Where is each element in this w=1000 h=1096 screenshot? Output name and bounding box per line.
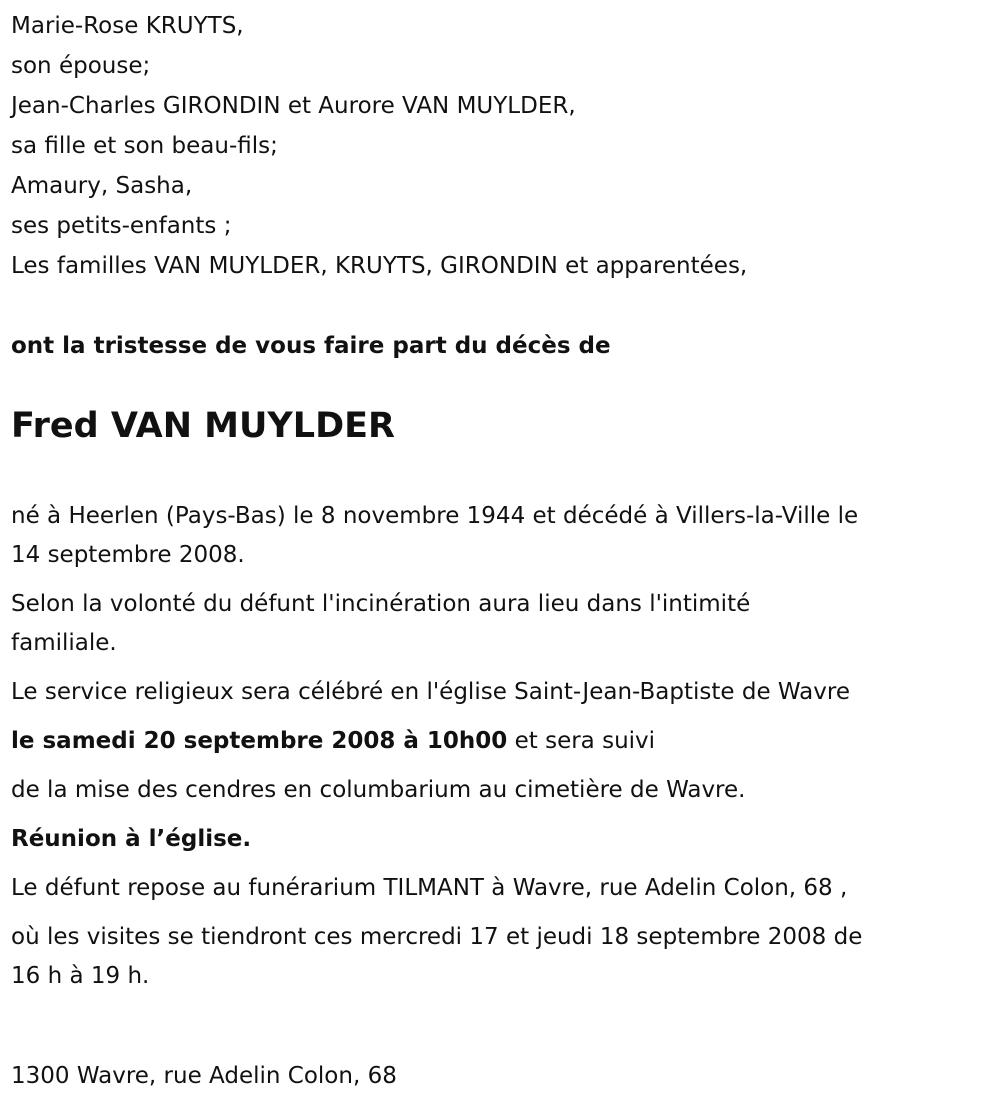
family-line: son épouse; [11, 53, 151, 79]
service-continuation: et sera suivi [507, 728, 656, 754]
wishes-line: Selon la volonté du défunt l'incinération aura lieu dans l'intimité [11, 591, 751, 617]
visits-info [11, 918, 996, 996]
meeting-note: Réunion à l’église. [11, 826, 252, 852]
rest-location: Le défunt repose au funérarium TILMANT à Wavre, rue Adelin Colon, 68 , [11, 875, 848, 901]
wishes-line: familiale. [11, 630, 117, 656]
family-line: Amaury, Sasha, [11, 173, 193, 199]
address: 1300 Wavre, rue Adelin Colon, 68 [11, 1063, 397, 1089]
service-line: Le service religieux sera célébré en l'église Saint-Jean-Baptiste de Wavre [11, 679, 850, 705]
obituary-notice [11, 0, 996, 1096]
family-line: ses petits-enfants ; [11, 213, 232, 239]
family-line: Les familles VAN MUYLDER, KRUYTS, GIRONDIN et apparentées, [11, 253, 748, 279]
family-line: Marie-Rose KRUYTS, [11, 13, 244, 39]
deceased-name: Fred VAN MUYLDER [11, 406, 395, 446]
announcement: ont la tristesse de vous faire part du décès de [11, 333, 611, 359]
ashes-line: de la mise des cendres en columbarium au cimetière de Wavre. [11, 777, 746, 803]
service-date: le samedi 20 septembre 2008 à 10h00 [11, 728, 508, 754]
birth-death-line: né à Heerlen (Pays-Bas) le 8 novembre 1944 et décédé à Villers-la-Ville le [11, 503, 859, 529]
visits-line: 16 h à 19 h. [11, 963, 150, 989]
birth-death-line: 14 septembre 2008. [11, 542, 245, 568]
family-line: Jean-Charles GIRONDIN et Aurore VAN MUYLDER, [11, 93, 576, 119]
service-date-line [11, 722, 996, 761]
family-line: sa fille et son beau-fils; [11, 133, 278, 159]
wishes-info [11, 585, 996, 663]
visits-line: où les visites se tiendront ces mercredi 17 et jeudi 18 septembre 2008 de [11, 924, 863, 950]
family-list [11, 6, 996, 286]
birth-death-info [11, 497, 996, 575]
